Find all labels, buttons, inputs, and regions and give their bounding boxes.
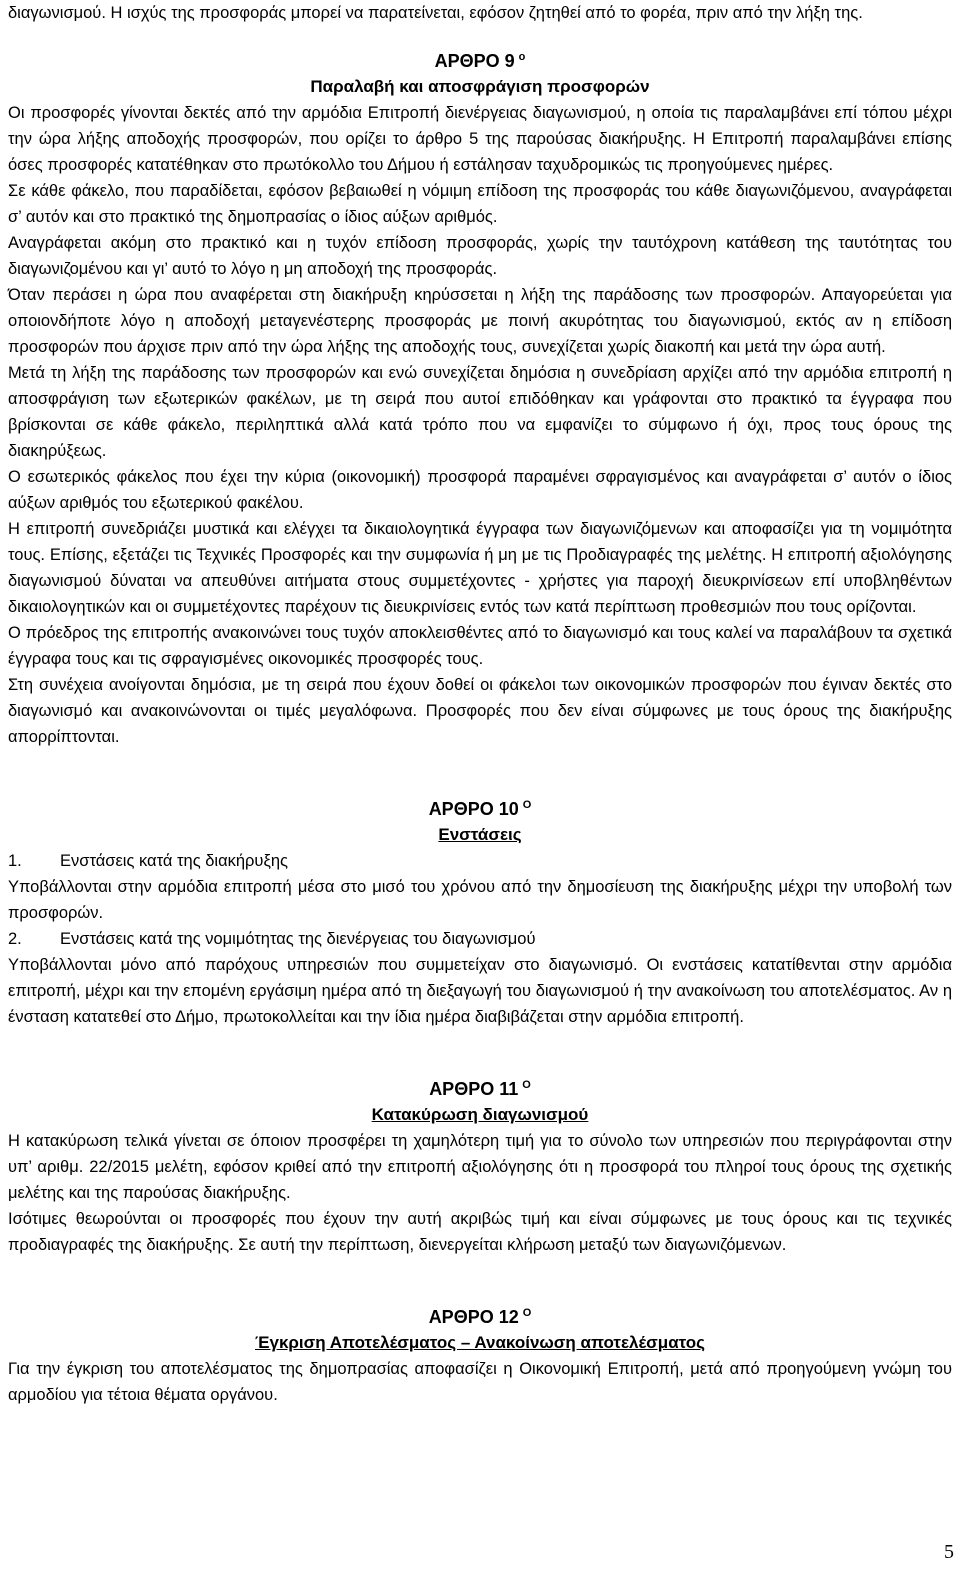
article-9-paragraph: Αναγράφεται ακόμη στο πρακτικό και η τυχόν επίδοση προσφοράς, χωρίς την ταυτόχρονη κατάθεση της ταυτότητας του διαγωνιζομένου και γι’ αυτό το λόγο η μη αποδοχή της προσφοράς. [8, 234, 952, 278]
article-9-paragraph: Οι προσφορές γίνονται δεκτές από την αρμόδια Επιτροπή διενέργειας διαγωνισμού, η οποία τις παραλαμβάνει επί τόπου μέχρι την ώρα λήξης αποδοχής προσφορών, που ορίζει το άρθρο 5 της παρούσας διακήρυξης. Η Επιτροπή παραλαμβάνει επίσης όσες προσφορές κατατέθηκαν στο πρωτόκολλο του Δήμου ή εστάλησαν ταχυδρομικώς τις προηγούμενες ημέρες. [8, 104, 952, 174]
article-9-paragraph: Ο πρόεδρος της επιτροπής ανακοινώνει τους τυχόν αποκλεισθέντες από το διαγωνισμό και τους καλεί να παραλάβουν τα σχετικά έγγραφα τους και τις σφραγισμένες οικονομικές προσφορές τους. [8, 624, 952, 668]
list-item-heading: 2. Ενστάσεις κατά της νομιμότητας της διενέργειας του διαγωνισμού [8, 930, 536, 948]
list-item-text: Υποβάλλονται στην αρμόδια επιτροπή μέσα στο μισό του χρόνου από την δημοσίευση της διακήρυξης μέχρι την υποβολή των προσφορών. [8, 878, 952, 922]
article-11-paragraph: Ισότιμες θεωρούνται οι προσφορές που έχουν την αυτή ακριβώς τιμή και είναι σύμφωνες με τους όρους και τις τεχνικές προδιαγραφές της διακήρυξης. Σε αυτή την περίπτωση, διενεργείται κλήρωση μεταξύ των διαγωνιζόμενων. [8, 1210, 952, 1254]
list-item-heading: 1. Ενστάσεις κατά της διακήρυξης [8, 852, 288, 870]
article-9-paragraph: Στη συνέχεια ανοίγονται δημόσια, με τη σειρά που έχουν δοθεί οι φάκελοι των οικονομικών προσφορών που έγιναν δεκτές στο διαγωνισμό και ανακοινώνονται οι τιμές μεγαλόφωνα. Προσφορές που δεν είναι σύμφωνες με τους όρους της διακήρυξης απορρίπτονται. [8, 676, 952, 746]
page-number: 5 [944, 1541, 954, 1563]
article-12-title: ΑΡΘΡΟ 12 $^O$ [428, 1307, 532, 1327]
article-12-paragraph: Για την έγκριση του αποτελέσματος της δημοπρασίας αποφασίζει η Οικονομική Επιτροπή, μετά από προηγούμενη γνώμη του αρμοδίου για τέτοια θέματα οργάνου. [8, 1360, 952, 1404]
article-9-paragraph: Σε κάθε φάκελο, που παραδίδεται, εφόσον βεβαιωθεί η νόμιμη επίδοση της προσφοράς του κάθε διαγωνιζόμενου, αναγράφεται σ’ αυτόν και στο πρακτικό της δημοπρασίας ο ίδιος αύξων αριθμός. [8, 182, 952, 226]
article-9-paragraph: Η επιτροπή συνεδριάζει μυστικά και ελέγχει τα δικαιολογητικά έγγραφα των διαγωνιζόμενων και αποφασίζει για τη νομιμότητα τους. Επίσης, εξετάζει τις Τεχνικές Προσφορές και την συμφωνία ή μη με τις Προδιαγραφές της μελέτης. Η επιτροπή αξιολόγησης διαγωνισμού δύναται να απευθύνει αιτήματα στους συμμετέχοντες - χρήστες για παροχή διευκρινίσεων επί υποβληθέντων δικαιολογητικών και οι συμμετέχοντες παρέχουν τις διευκρινίσεις εντός των κατά περίπτωση προθεσμιών που τους ορίζονται. [8, 520, 952, 616]
intro-paragraph: διαγωνισμού. Η ισχύς της προσφοράς μπορεί να παρατείνεται, εφόσον ζητηθεί από το φορέα, πριν από την λήξη της. [8, 4, 863, 22]
article-9-paragraph: Μετά τη λήξη της παράδοσης των προσφορών και ενώ συνεχίζεται δημόσια η συνεδρίαση αρχίζει από την αρμόδια επιτροπή η αποσφράγιση των εξωτερικών φακέλων, με τη σειρά που αυτοί επιδόθηκαν και γράφονται στο πρακτικό τα έγγραφα που βρίσκονται σε κάθε φάκελο, περιληπτικά αλλά κατά τρόπο που να εμφανίζει το σύμφωνο ή όχι, προς τους όρους της διακηρύξεως. [8, 364, 952, 460]
list-item-text: Υποβάλλονται μόνο από παρόχους υπηρεσιών που συμμετείχαν στο διαγωνισμό. Οι ενστάσεις κατατίθενται στην αρμόδια επιτροπή, μέχρι και την επομένη εργάσιμη ημέρα από τη διεξαγωγή του διαγωνισμού ή την ανακοίνωση του αποτελέσματος. Αν η ένσταση κατατεθεί στο Δήμο, πρωτοκολλείται και την ίδια ημέρα διαβιβάζεται στην αρμόδια επιτροπή. [8, 956, 952, 1026]
article-11-subtitle: Κατακύρωση διαγωνισμού [371, 1105, 589, 1124]
article-12-subtitle: Έγκριση Αποτελέσματος – Ανακοίνωση αποτελέσματος [254, 1333, 705, 1352]
article-10-title: ΑΡΘΡΟ 10 $^O$ [428, 799, 532, 819]
article-10-subtitle: Ενστάσεις [438, 825, 522, 844]
article-11-title: ΑΡΘΡΟ 11 $^O$ [429, 1079, 531, 1099]
article-9-title: ΑΡΘΡΟ 9 $^o$ [434, 51, 526, 71]
article-9-paragraph: Όταν περάσει η ώρα που αναφέρεται στη διακήρυξη κηρύσσεται η λήξη της παράδοσης των προσφορών. Απαγορεύεται για οποιονδήποτε λόγο η αποδοχή μεταγενέστερης προσφοράς με ποινή ακυρότητας του διαγωνισμού, εκτός αν η επίδοση προσφορών που άρχισε πριν από την ώρα λήξης της αποδοχής τους, συνεχίζεται χωρίς διακοπή και μετά την ώρα αυτή. [8, 286, 952, 356]
article-9-subtitle: Παραλαβή και αποσφράγιση προσφορών [310, 77, 650, 96]
article-9-paragraph: Ο εσωτερικός φάκελος που έχει την κύρια (οικονομική) προσφορά παραμένει σφραγισμένος και αναγράφεται σ’ αυτόν ο ίδιος αύξων αριθμός του εξωτερικού φακέλου. [8, 468, 952, 512]
article-11-paragraph: Η κατακύρωση τελικά γίνεται σε όποιον προσφέρει τη χαμηλότερη τιμή για το σύνολο των υπηρεσιών που περιγράφονται στην υπ’ αριθμ. 22/2015 μελέτη, εφόσον κριθεί από την επιτροπή αξιολόγησης ότι η προσφορά του πληροί τους όρους της σχετικής μελέτης και της παρούσας διακήρυξης. [8, 1132, 952, 1202]
